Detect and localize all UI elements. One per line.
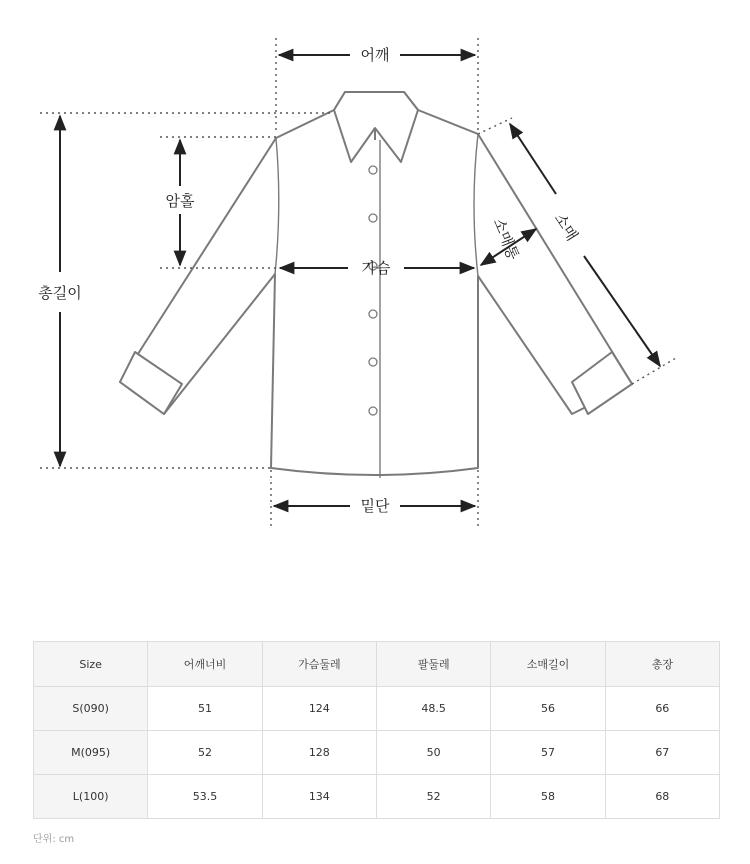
label-shoulder: 어깨 <box>360 46 390 64</box>
label-chest: 가슴 <box>361 259 391 277</box>
header-cell: 총장 <box>605 642 719 687</box>
table-row <box>34 731 720 775</box>
size-cell: M(095) <box>34 731 148 775</box>
value-cell: 51 <box>148 687 262 731</box>
label-sleeve-width: 소매통 <box>489 215 523 263</box>
size-cell: L(100) <box>34 775 148 819</box>
value-cell: 128 <box>262 731 376 775</box>
header-cell: 팔둘레 <box>376 642 490 687</box>
value-cell: 50 <box>376 731 490 775</box>
value-cell: 57 <box>491 731 605 775</box>
value-cell: 56 <box>491 687 605 731</box>
header-cell: 어깨너비 <box>148 642 262 687</box>
shirt-illustration <box>120 92 632 478</box>
value-cell: 58 <box>491 775 605 819</box>
label-sleeve: 소매 <box>550 209 582 245</box>
sleeve-arrow-top <box>510 124 556 194</box>
value-cell: 124 <box>262 687 376 731</box>
label-armhole: 암홀 <box>165 192 195 210</box>
value-cell: 52 <box>376 775 490 819</box>
table-header-row <box>34 642 720 687</box>
header-cell: 소매길이 <box>491 642 605 687</box>
value-cell: 68 <box>605 775 719 819</box>
size-cell: S(090) <box>34 687 148 731</box>
label-hem: 밑단 <box>360 497 390 515</box>
value-cell: 48.5 <box>376 687 490 731</box>
value-cell: 52 <box>148 731 262 775</box>
header-cell: Size <box>34 642 148 687</box>
unit-note: 단위: cm <box>33 834 75 845</box>
table-row <box>34 687 720 731</box>
size-table <box>33 641 720 819</box>
value-cell: 66 <box>605 687 719 731</box>
header-cell: 가슴둘레 <box>262 642 376 687</box>
value-cell: 134 <box>262 775 376 819</box>
value-cell: 53.5 <box>148 775 262 819</box>
table-row <box>34 775 720 819</box>
label-total-length: 총길이 <box>38 284 82 302</box>
value-cell: 67 <box>605 731 719 775</box>
